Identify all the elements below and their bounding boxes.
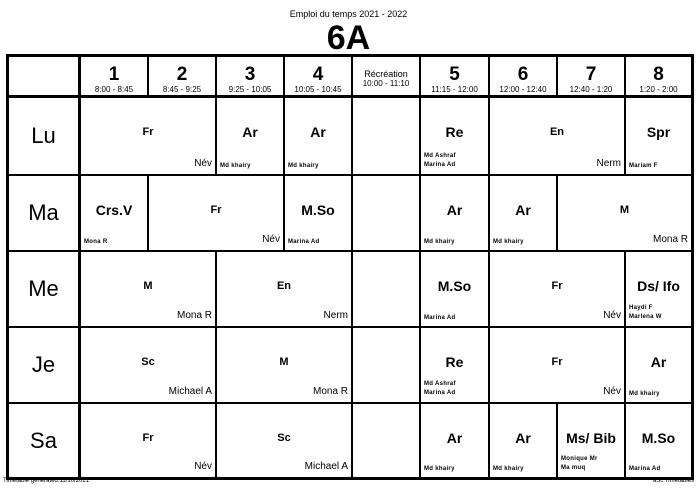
lesson-cell[interactable] xyxy=(558,404,624,477)
break-time: 10:00 - 11:10 xyxy=(362,79,410,88)
period-number: 8 xyxy=(653,64,664,85)
lesson-teacher: Marina Ad xyxy=(424,390,456,396)
lesson-cell[interactable] xyxy=(421,328,488,402)
generated-date: Timetable generated:11/10/2021 xyxy=(3,478,90,484)
day-label: Sa xyxy=(30,428,57,453)
lesson-cell[interactable] xyxy=(217,404,351,477)
period-header-7 xyxy=(558,57,624,95)
lesson-teacher: Md Ashraf xyxy=(424,153,456,159)
lesson-subject: Ar xyxy=(446,430,463,446)
lesson-cell[interactable] xyxy=(81,252,215,326)
lesson-subject: Ds/ Ifo xyxy=(637,278,680,294)
day-label: Ma xyxy=(28,200,59,225)
lesson-subject: Ar xyxy=(515,430,531,446)
lesson-subject: Ar xyxy=(446,202,463,218)
lesson-subject: Sc xyxy=(277,432,291,444)
lesson-cell[interactable] xyxy=(81,98,215,174)
period-header-1 xyxy=(81,57,147,95)
lesson-teacher: Md khairy xyxy=(220,163,251,169)
lesson-teacher: Ma muq xyxy=(561,465,586,471)
lesson-teacher: Md khairy xyxy=(629,391,660,397)
lesson-teacher: Michael A xyxy=(304,461,348,472)
lesson-teacher: Md khairy xyxy=(288,163,319,169)
period-number: 6 xyxy=(517,64,529,85)
timetable-grid xyxy=(6,54,694,480)
lesson-teacher: Md khairy xyxy=(493,466,524,472)
lesson-teachers xyxy=(561,455,598,473)
lesson-teacher: Marina Ad xyxy=(424,315,456,321)
period-number: 1 xyxy=(108,64,120,85)
lesson-cell[interactable] xyxy=(626,252,691,326)
lesson-cell[interactable] xyxy=(490,252,624,326)
lesson-cell[interactable] xyxy=(217,252,351,326)
lesson-cell[interactable] xyxy=(626,328,691,402)
period-time: 12:40 - 1:20 xyxy=(569,85,613,94)
lesson-subject: M xyxy=(279,356,289,368)
lesson-subject: M.So xyxy=(437,278,472,294)
lesson-cell[interactable] xyxy=(421,176,488,250)
lesson-cell[interactable] xyxy=(421,98,488,174)
lesson-cell[interactable] xyxy=(285,98,351,174)
lesson-cell[interactable] xyxy=(626,404,691,477)
lesson-teacher: Mona R xyxy=(652,234,688,245)
break-column-left xyxy=(351,95,353,477)
lesson-subject: Fr xyxy=(142,126,154,138)
period-header-3 xyxy=(217,57,283,95)
lesson-teacher: Md Ashraf xyxy=(424,381,456,387)
lesson-cell[interactable] xyxy=(81,328,215,402)
lesson-cell[interactable] xyxy=(149,176,283,250)
period-time: 8:00 - 8:45 xyxy=(94,85,134,94)
lesson-teacher: Nerm xyxy=(596,158,621,169)
lesson-subject: Re xyxy=(445,354,464,370)
break-label: Récréation xyxy=(364,69,408,79)
lesson-teachers xyxy=(424,152,456,170)
lesson-subject: M.So xyxy=(641,430,676,446)
lesson-subject: Sc xyxy=(141,356,155,368)
period-number: 3 xyxy=(244,64,256,85)
day-label: Me xyxy=(28,276,59,301)
lesson-subject: Spr xyxy=(646,124,671,140)
lesson-subject: Crs.V xyxy=(95,202,133,218)
lesson-cell[interactable] xyxy=(490,328,624,402)
lesson-subject: M xyxy=(143,280,153,292)
lesson-teacher: Név xyxy=(194,158,212,169)
lesson-cell[interactable] xyxy=(490,404,556,477)
lesson-teacher: Nerm xyxy=(323,310,348,321)
day-label: Lu xyxy=(31,123,56,148)
lesson-subject: Ar xyxy=(650,354,667,370)
period-number: 5 xyxy=(449,64,460,85)
lesson-teacher: Marlena W xyxy=(629,314,662,320)
lesson-teacher: Mariam F xyxy=(629,163,658,169)
lesson-teacher: Név xyxy=(194,461,212,472)
lesson-cell[interactable] xyxy=(626,98,691,174)
period-header-5 xyxy=(421,57,488,95)
period-header-8 xyxy=(626,57,691,95)
lesson-cell[interactable] xyxy=(558,176,691,250)
lesson-subject: En xyxy=(549,126,565,138)
lesson-cell[interactable] xyxy=(217,98,283,174)
lesson-subject: Re xyxy=(445,124,464,140)
period-number: 2 xyxy=(176,64,188,85)
lesson-subject: Ms/ Bib xyxy=(566,430,616,446)
lesson-subject: Ar xyxy=(310,124,326,140)
lesson-subject: Ar xyxy=(515,202,531,218)
lesson-subject: En xyxy=(276,280,292,292)
lesson-teacher: Michael A xyxy=(168,386,212,397)
class-name-title: 6A xyxy=(326,19,371,57)
lesson-cell[interactable] xyxy=(81,404,215,477)
lesson-teacher: Név xyxy=(262,234,280,245)
lesson-cell[interactable] xyxy=(285,176,351,250)
lesson-subject: M xyxy=(619,204,630,216)
lesson-cell[interactable] xyxy=(490,176,556,250)
lesson-subject: Fr xyxy=(551,280,563,292)
lesson-teacher: Név xyxy=(603,310,621,321)
lesson-subject: M.So xyxy=(301,202,335,218)
lesson-subject: Fr xyxy=(210,204,222,216)
lesson-subject: Fr xyxy=(551,356,563,368)
software-credit: aSc Timetables xyxy=(652,478,694,484)
lesson-teacher: Marina Ad xyxy=(629,466,661,472)
lesson-teachers xyxy=(424,380,456,398)
lesson-cell[interactable] xyxy=(421,404,488,477)
period-header-6 xyxy=(490,57,556,95)
period-number: 7 xyxy=(585,64,597,85)
period-time: 9:25 - 10:05 xyxy=(228,85,272,94)
lesson-cell[interactable] xyxy=(81,176,147,250)
lesson-cell[interactable] xyxy=(421,252,488,326)
lesson-teacher: Md khairy xyxy=(493,239,524,245)
lesson-teacher: Mona R xyxy=(312,386,348,397)
lesson-teachers xyxy=(629,304,662,322)
period-number: 4 xyxy=(312,64,324,85)
day-label: Je xyxy=(31,352,56,377)
period-header-4 xyxy=(285,57,351,95)
lesson-teacher: Monique Mr xyxy=(561,456,598,462)
lesson-teacher: Md khairy xyxy=(424,466,455,472)
lesson-teacher: Mona R xyxy=(176,310,212,321)
lesson-teacher: Md khairy xyxy=(424,239,455,245)
lesson-cell[interactable] xyxy=(217,328,351,402)
period-time: 12:00 - 12:40 xyxy=(499,85,547,94)
timetable-subtitle: Emploi du temps 2021 - 2022 xyxy=(289,9,408,19)
lesson-subject: Ar xyxy=(242,124,258,140)
period-time: 10:05 - 10:45 xyxy=(294,85,342,94)
lesson-teacher: Haydi F xyxy=(629,305,653,311)
break-header xyxy=(353,57,419,95)
lesson-teacher: Marina Ad xyxy=(424,162,456,168)
lesson-teacher: Marina Ad xyxy=(288,239,320,245)
lesson-subject: Fr xyxy=(142,432,154,444)
period-time: 8:45 - 9:25 xyxy=(162,85,202,94)
lesson-cell[interactable] xyxy=(490,98,624,174)
lesson-teacher: Mona R xyxy=(84,239,108,245)
period-header-2 xyxy=(149,57,215,95)
lesson-teacher: Név xyxy=(603,386,621,397)
period-time: 1:20 - 2:00 xyxy=(639,85,678,94)
period-time: 11:15 - 12:00 xyxy=(431,85,478,94)
